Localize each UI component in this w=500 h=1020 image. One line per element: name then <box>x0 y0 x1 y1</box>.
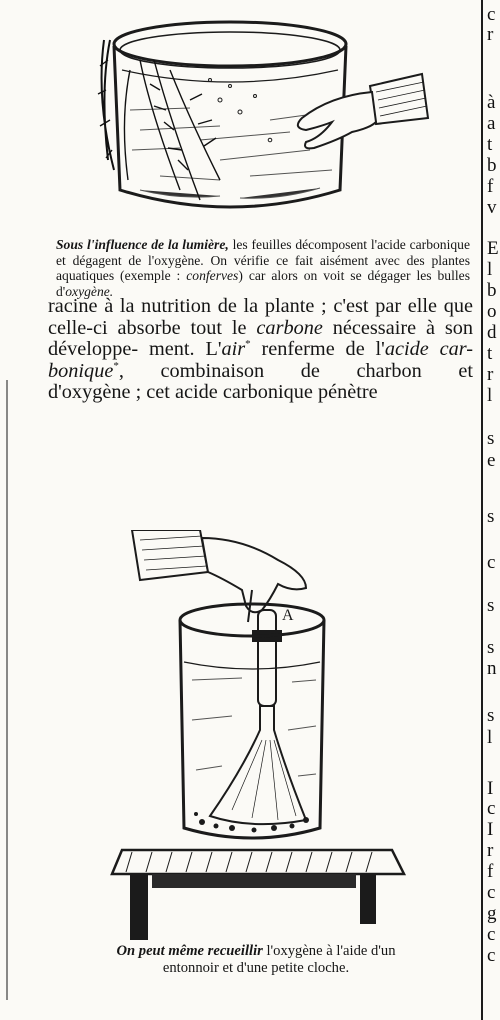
right-fragment: b <box>487 155 497 176</box>
illustration-funnel-experiment <box>92 530 412 940</box>
right-fragment: a <box>487 113 496 134</box>
right-fragment: o <box>487 301 497 322</box>
body-term-air: air <box>221 338 246 360</box>
right-fragment: c <box>487 945 496 966</box>
right-fragment: s <box>487 705 495 726</box>
right-fragment: t <box>487 134 493 155</box>
body-line-1: racine à la nutrition de la plante ; c'est <box>48 295 369 317</box>
body-line-2: par elle que celle-ci absorbe tout le <box>48 295 473 339</box>
right-fragment: g <box>487 903 497 924</box>
right-fragment: s <box>487 637 495 658</box>
caption-bottom-lead: On peut même recueillir <box>116 943 263 959</box>
caption-bottom-text: l'oxygène à l'aide d'un <box>262 943 396 959</box>
body-term-carbone: carbone <box>256 316 323 339</box>
caption-top-text2: ) car alors on voit se dégager les bulles d' <box>56 268 470 299</box>
right-fragment: e <box>487 450 496 471</box>
right-fragment: n <box>487 658 497 679</box>
caption-bottom <box>40 943 472 977</box>
right-fragment: r <box>487 364 494 385</box>
right-fragment: s <box>487 428 495 449</box>
body-line-5: , combinaison de charbon et <box>118 359 473 382</box>
body-line-4b: renferme de l' <box>250 338 385 360</box>
right-fragment: à <box>487 92 496 113</box>
left-margin-rule <box>6 380 8 1000</box>
body-term-acide-car: acide car- <box>384 338 473 360</box>
right-fragment: c <box>487 924 496 945</box>
caption-top-lead: Sous l'influence de la lumière, <box>56 237 229 252</box>
body-paragraph <box>48 296 473 404</box>
right-fragment: E <box>487 238 499 259</box>
right-fragment: s <box>487 506 495 527</box>
right-fragment: c <box>487 798 496 819</box>
right-fragment: d <box>487 322 497 343</box>
right-fragment: c <box>487 882 496 903</box>
body-term-bonique: bonique <box>48 359 114 382</box>
right-fragment: l <box>487 727 493 748</box>
figure-label-a: A <box>282 607 294 624</box>
right-fragment: f <box>487 176 494 197</box>
caption-top-oxygen: oxygène. <box>65 283 114 299</box>
caption-bottom-text2: entonnoir et d'une petite cloche. <box>162 960 350 976</box>
body-line-4a: ment. L' <box>148 338 222 360</box>
caption-top-example: conferves <box>186 268 239 283</box>
right-fragment: l <box>487 259 493 280</box>
caption-top <box>56 237 470 299</box>
right-fragment: l <box>487 385 493 406</box>
illustration-aquatic-plants-jar <box>70 0 430 228</box>
right-fragment: f <box>487 861 494 882</box>
right-fragment: s <box>487 595 495 616</box>
caption-top-text: les feuilles décomposent l'acide carbonique et dégagent de l'oxygène. On vérifie ce fait aisément avec des plantes aquatiques (exemple : <box>56 237 470 283</box>
right-fragment: c <box>487 552 496 573</box>
body-asterisk-1: * <box>245 338 251 351</box>
column-divider <box>481 0 483 1020</box>
right-fragment: r <box>487 840 494 861</box>
right-fragment: r <box>487 24 494 45</box>
body-line-6: d'oxygène ; cet acide carbonique pénètre <box>48 381 378 403</box>
right-fragment: b <box>487 280 497 301</box>
body-line-3: nécessaire à son développe- <box>48 316 473 360</box>
right-fragment: c <box>487 4 496 25</box>
right-fragment: t <box>487 343 493 364</box>
right-fragment: I <box>487 778 494 799</box>
right-fragment: I <box>487 819 494 840</box>
body-asterisk-2: * <box>113 359 119 372</box>
right-fragment: v <box>487 197 497 218</box>
